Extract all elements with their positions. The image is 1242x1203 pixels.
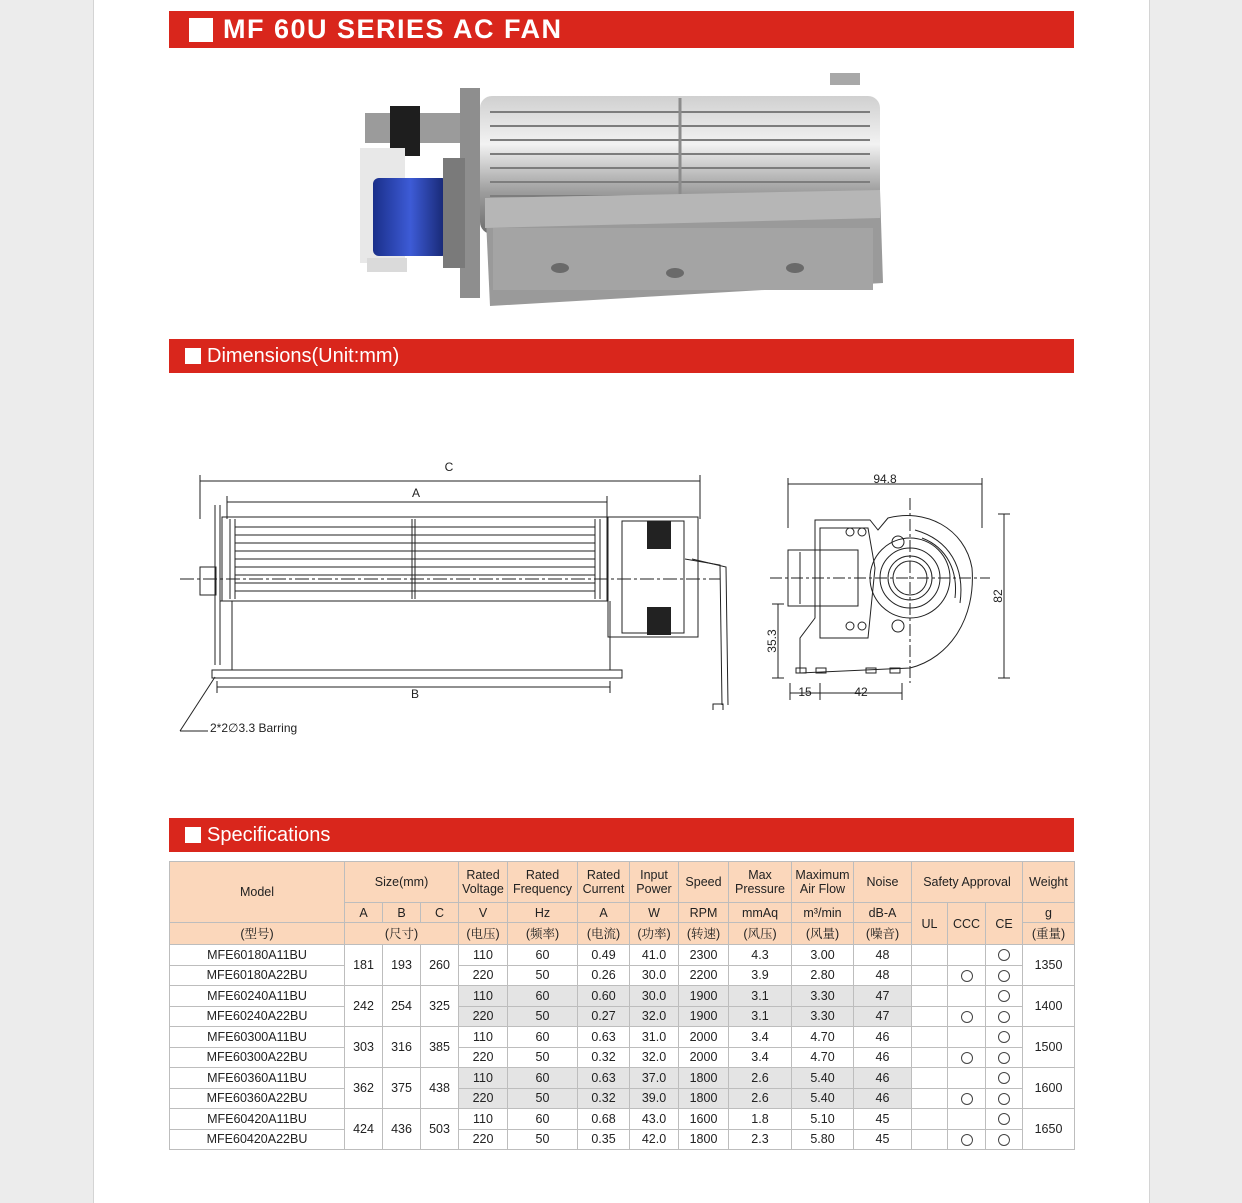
voltage-cell: 220 [459,1129,508,1150]
current-cell: 0.26 [578,965,630,986]
header-ccc: CCC [948,903,986,945]
ccc-cell [948,1129,986,1150]
frequency-cell: 60 [508,986,578,1007]
table-row [170,1006,1075,1027]
pressure-cell: 2.6 [729,1088,792,1109]
airflow-cell: 4.70 [792,1027,854,1048]
table-row [170,1047,1075,1068]
airflow-cell: 3.30 [792,1006,854,1027]
size-b-cell: 193 [383,945,421,986]
mount-hole-note: 2*2∅3.3 Barring [210,721,298,735]
approval-circle-icon [998,970,1010,982]
size-c-cell: 503 [421,1109,459,1150]
approval-circle-icon [961,1134,973,1146]
weight-cell: 1350 [1023,945,1075,986]
cn-speed: (转速) [679,923,729,945]
cn-noise: (噪音) [854,923,912,945]
unit-noise: dB-A [854,903,912,923]
ccc-cell [948,1047,986,1068]
airflow-cell: 2.80 [792,965,854,986]
table-row [170,1129,1075,1150]
ul-cell [912,986,948,1007]
spec-table-body [170,945,1075,1150]
table-row [170,986,1075,1007]
ce-cell [986,945,1023,966]
header-max-pressure: Max Pressure [729,862,792,903]
approval-circle-icon [998,1052,1010,1064]
header-max-airflow: Maximum Air Flow [792,862,854,903]
ul-cell [912,1068,948,1089]
header-rated-current: Rated Current [578,862,630,903]
frequency-cell: 50 [508,1129,578,1150]
voltage-cell: 220 [459,965,508,986]
model-cell: MFE60420A11BU [170,1109,345,1130]
current-cell: 0.68 [578,1109,630,1130]
header-weight: Weight [1023,862,1075,903]
ce-cell [986,965,1023,986]
pressure-cell: 3.9 [729,965,792,986]
voltage-cell: 110 [459,1109,508,1130]
ce-cell [986,1068,1023,1089]
speed-cell: 2200 [679,965,729,986]
current-cell: 0.49 [578,945,630,966]
header-ce: CE [986,903,1023,945]
model-cell: MFE60300A22BU [170,1047,345,1068]
size-a-cell: 424 [345,1109,383,1150]
side-base-1-label: 15 [798,685,812,699]
pressure-cell: 3.4 [729,1047,792,1068]
side-width-label: 94.8 [873,472,897,486]
current-cell: 0.32 [578,1047,630,1068]
noise-cell: 47 [854,1006,912,1027]
approval-circle-icon [961,1011,973,1023]
side-height-label: 82 [991,589,1005,603]
side-base-2-label: 42 [854,685,868,699]
power-cell: 42.0 [630,1129,679,1150]
ul-cell [912,1109,948,1130]
power-cell: 31.0 [630,1027,679,1048]
noise-cell: 46 [854,1068,912,1089]
unit-weight: g [1023,903,1075,923]
dim-label-c: C [444,460,454,474]
motor-coil-bottom [647,607,671,635]
power-cell: 43.0 [630,1109,679,1130]
ce-cell [986,1047,1023,1068]
dim-label-a: A [411,486,421,500]
power-cell: 30.0 [630,986,679,1007]
power-cell: 37.0 [630,1068,679,1089]
approval-circle-icon [998,1072,1010,1084]
approval-circle-icon [998,1011,1010,1023]
voltage-cell: 220 [459,1047,508,1068]
ce-cell [986,1129,1023,1150]
noise-cell: 48 [854,965,912,986]
ce-cell [986,1088,1023,1109]
header-rated-voltage: Rated Voltage [459,862,508,903]
ccc-cell [948,1109,986,1130]
model-cell: MFE60180A11BU [170,945,345,966]
header-speed: Speed [679,862,729,903]
speed-cell: 1600 [679,1109,729,1130]
cn-frequency: (频率) [508,923,578,945]
cn-power: (功率) [630,923,679,945]
voltage-cell: 220 [459,1006,508,1027]
table-row [170,1088,1075,1109]
current-cell: 0.63 [578,1027,630,1048]
ce-cell [986,986,1023,1007]
approval-circle-icon [998,990,1010,1002]
current-cell: 0.32 [578,1088,630,1109]
ccc-cell [948,1027,986,1048]
front-view-drawing [160,455,740,750]
square-bullet-icon [185,348,201,364]
voltage-cell: 110 [459,1027,508,1048]
size-c-cell: 438 [421,1068,459,1109]
current-cell: 0.63 [578,1068,630,1089]
ccc-cell [948,1088,986,1109]
unit-power: W [630,903,679,923]
model-cell: MFE60420A22BU [170,1129,345,1150]
ccc-cell [948,965,986,986]
power-cell: 39.0 [630,1088,679,1109]
cn-weight: (重量) [1023,923,1075,945]
airflow-cell: 3.30 [792,986,854,1007]
unit-current: A [578,903,630,923]
size-a-cell: 242 [345,986,383,1027]
ccc-cell [948,1006,986,1027]
speed-cell: 1800 [679,1068,729,1089]
size-c-cell: 260 [421,945,459,986]
airflow-cell: 5.40 [792,1088,854,1109]
model-cell: MFE60240A22BU [170,1006,345,1027]
airflow-cell: 4.70 [792,1047,854,1068]
pressure-cell: 1.8 [729,1109,792,1130]
noise-cell: 46 [854,1088,912,1109]
size-b-cell: 375 [383,1068,421,1109]
speed-cell: 1900 [679,1006,729,1027]
size-b-cell: 316 [383,1027,421,1068]
weight-cell: 1650 [1023,1109,1075,1150]
cn-size: (尺寸) [345,923,459,945]
header-safety: Safety Approval [912,862,1023,903]
noise-cell: 48 [854,945,912,966]
header-input-power: Input Power [630,862,679,903]
table-row [170,1068,1075,1089]
table-row [170,965,1075,986]
pressure-cell: 4.3 [729,945,792,966]
frequency-cell: 60 [508,1109,578,1130]
specifications-banner [169,818,1074,852]
header-noise: Noise [854,862,912,903]
airflow-cell: 5.40 [792,1068,854,1089]
approval-circle-icon [961,1093,973,1105]
noise-cell: 46 [854,1047,912,1068]
current-cell: 0.27 [578,1006,630,1027]
approval-circle-icon [998,1031,1010,1043]
cn-pressure: (风压) [729,923,792,945]
noise-cell: 46 [854,1027,912,1048]
approval-circle-icon [998,1093,1010,1105]
weight-cell: 1500 [1023,1027,1075,1068]
product-photo [355,68,895,316]
power-cell: 30.0 [630,965,679,986]
cn-airflow: (风量) [792,923,854,945]
square-bullet-icon [189,18,213,42]
frequency-cell: 50 [508,1006,578,1027]
model-cell: MFE60180A22BU [170,965,345,986]
noise-cell: 47 [854,986,912,1007]
pressure-cell: 2.3 [729,1129,792,1150]
ul-cell [912,945,948,966]
specifications-heading: Specifications [207,823,331,846]
frequency-cell: 60 [508,1027,578,1048]
approval-circle-icon [961,970,973,982]
size-a-cell: 362 [345,1068,383,1109]
cn-current: (电流) [578,923,630,945]
unit-size-b: B [383,903,421,923]
title-banner [169,11,1074,48]
model-cell: MFE60360A22BU [170,1088,345,1109]
dimensions-banner [169,339,1074,373]
model-cell: MFE60360A11BU [170,1068,345,1089]
voltage-cell: 110 [459,986,508,1007]
page-title: MF 60U SERIES AC FAN [223,14,563,44]
power-cell: 41.0 [630,945,679,966]
voltage-cell: 220 [459,1088,508,1109]
header-size: Size(mm) [345,862,459,903]
side-view-drawing [760,468,1020,713]
approval-circle-icon [998,1113,1010,1125]
airflow-cell: 5.80 [792,1129,854,1150]
airflow-cell: 3.00 [792,945,854,966]
power-cell: 32.0 [630,1006,679,1027]
table-row [170,945,1075,966]
speed-cell: 1800 [679,1088,729,1109]
noise-cell: 45 [854,1109,912,1130]
current-cell: 0.60 [578,986,630,1007]
size-a-cell: 303 [345,1027,383,1068]
unit-size-c: C [421,903,459,923]
voltage-cell: 110 [459,945,508,966]
header-rated-frequency: Rated Frequency [508,862,578,903]
model-cell: MFE60240A11BU [170,986,345,1007]
ccc-cell [948,945,986,966]
size-c-cell: 325 [421,986,459,1027]
unit-voltage: V [459,903,508,923]
weight-cell: 1400 [1023,986,1075,1027]
ul-cell [912,1088,948,1109]
voltage-cell: 110 [459,1068,508,1089]
size-a-cell: 181 [345,945,383,986]
motor-coil-top [647,521,671,549]
unit-speed: RPM [679,903,729,923]
ce-cell [986,1109,1023,1130]
weight-cell: 1600 [1023,1068,1075,1109]
square-bullet-icon [185,827,201,843]
size-b-cell: 436 [383,1109,421,1150]
ccc-cell [948,1068,986,1089]
speed-cell: 1900 [679,986,729,1007]
header-ul: UL [912,903,948,945]
ul-cell [912,1047,948,1068]
unit-pressure: mmAq [729,903,792,923]
ul-cell [912,1006,948,1027]
ce-cell [986,1027,1023,1048]
airflow-cell: 5.10 [792,1109,854,1130]
size-b-cell: 254 [383,986,421,1027]
side-offset-label: 35.3 [765,629,779,653]
header-model: Model [170,862,345,923]
speed-cell: 1800 [679,1129,729,1150]
spec-table [169,861,1075,1150]
approval-circle-icon [998,1134,1010,1146]
cn-voltage: (电压) [459,923,508,945]
table-row [170,1027,1075,1048]
speed-cell: 2000 [679,1027,729,1048]
ul-cell [912,965,948,986]
unit-frequency: Hz [508,903,578,923]
speed-cell: 2000 [679,1047,729,1068]
pressure-cell: 2.6 [729,1068,792,1089]
pressure-cell: 3.1 [729,1006,792,1027]
frequency-cell: 50 [508,1088,578,1109]
approval-circle-icon [998,949,1010,961]
table-row [170,1109,1075,1130]
ul-cell [912,1129,948,1150]
ul-cell [912,1027,948,1048]
speed-cell: 2300 [679,945,729,966]
cn-model: (型号) [170,923,345,945]
current-cell: 0.35 [578,1129,630,1150]
ce-cell [986,1006,1023,1027]
frequency-cell: 60 [508,945,578,966]
dimensions-heading: Dimensions(Unit:mm) [207,344,400,367]
unit-airflow: m³/min [792,903,854,923]
size-c-cell: 385 [421,1027,459,1068]
pressure-cell: 3.1 [729,986,792,1007]
approval-circle-icon [961,1052,973,1064]
ccc-cell [948,986,986,1007]
noise-cell: 45 [854,1129,912,1150]
frequency-cell: 60 [508,1068,578,1089]
dim-label-b: B [410,687,420,701]
unit-size-a: A [345,903,383,923]
frequency-cell: 50 [508,965,578,986]
pressure-cell: 3.4 [729,1027,792,1048]
power-cell: 32.0 [630,1047,679,1068]
frequency-cell: 50 [508,1047,578,1068]
model-cell: MFE60300A11BU [170,1027,345,1048]
